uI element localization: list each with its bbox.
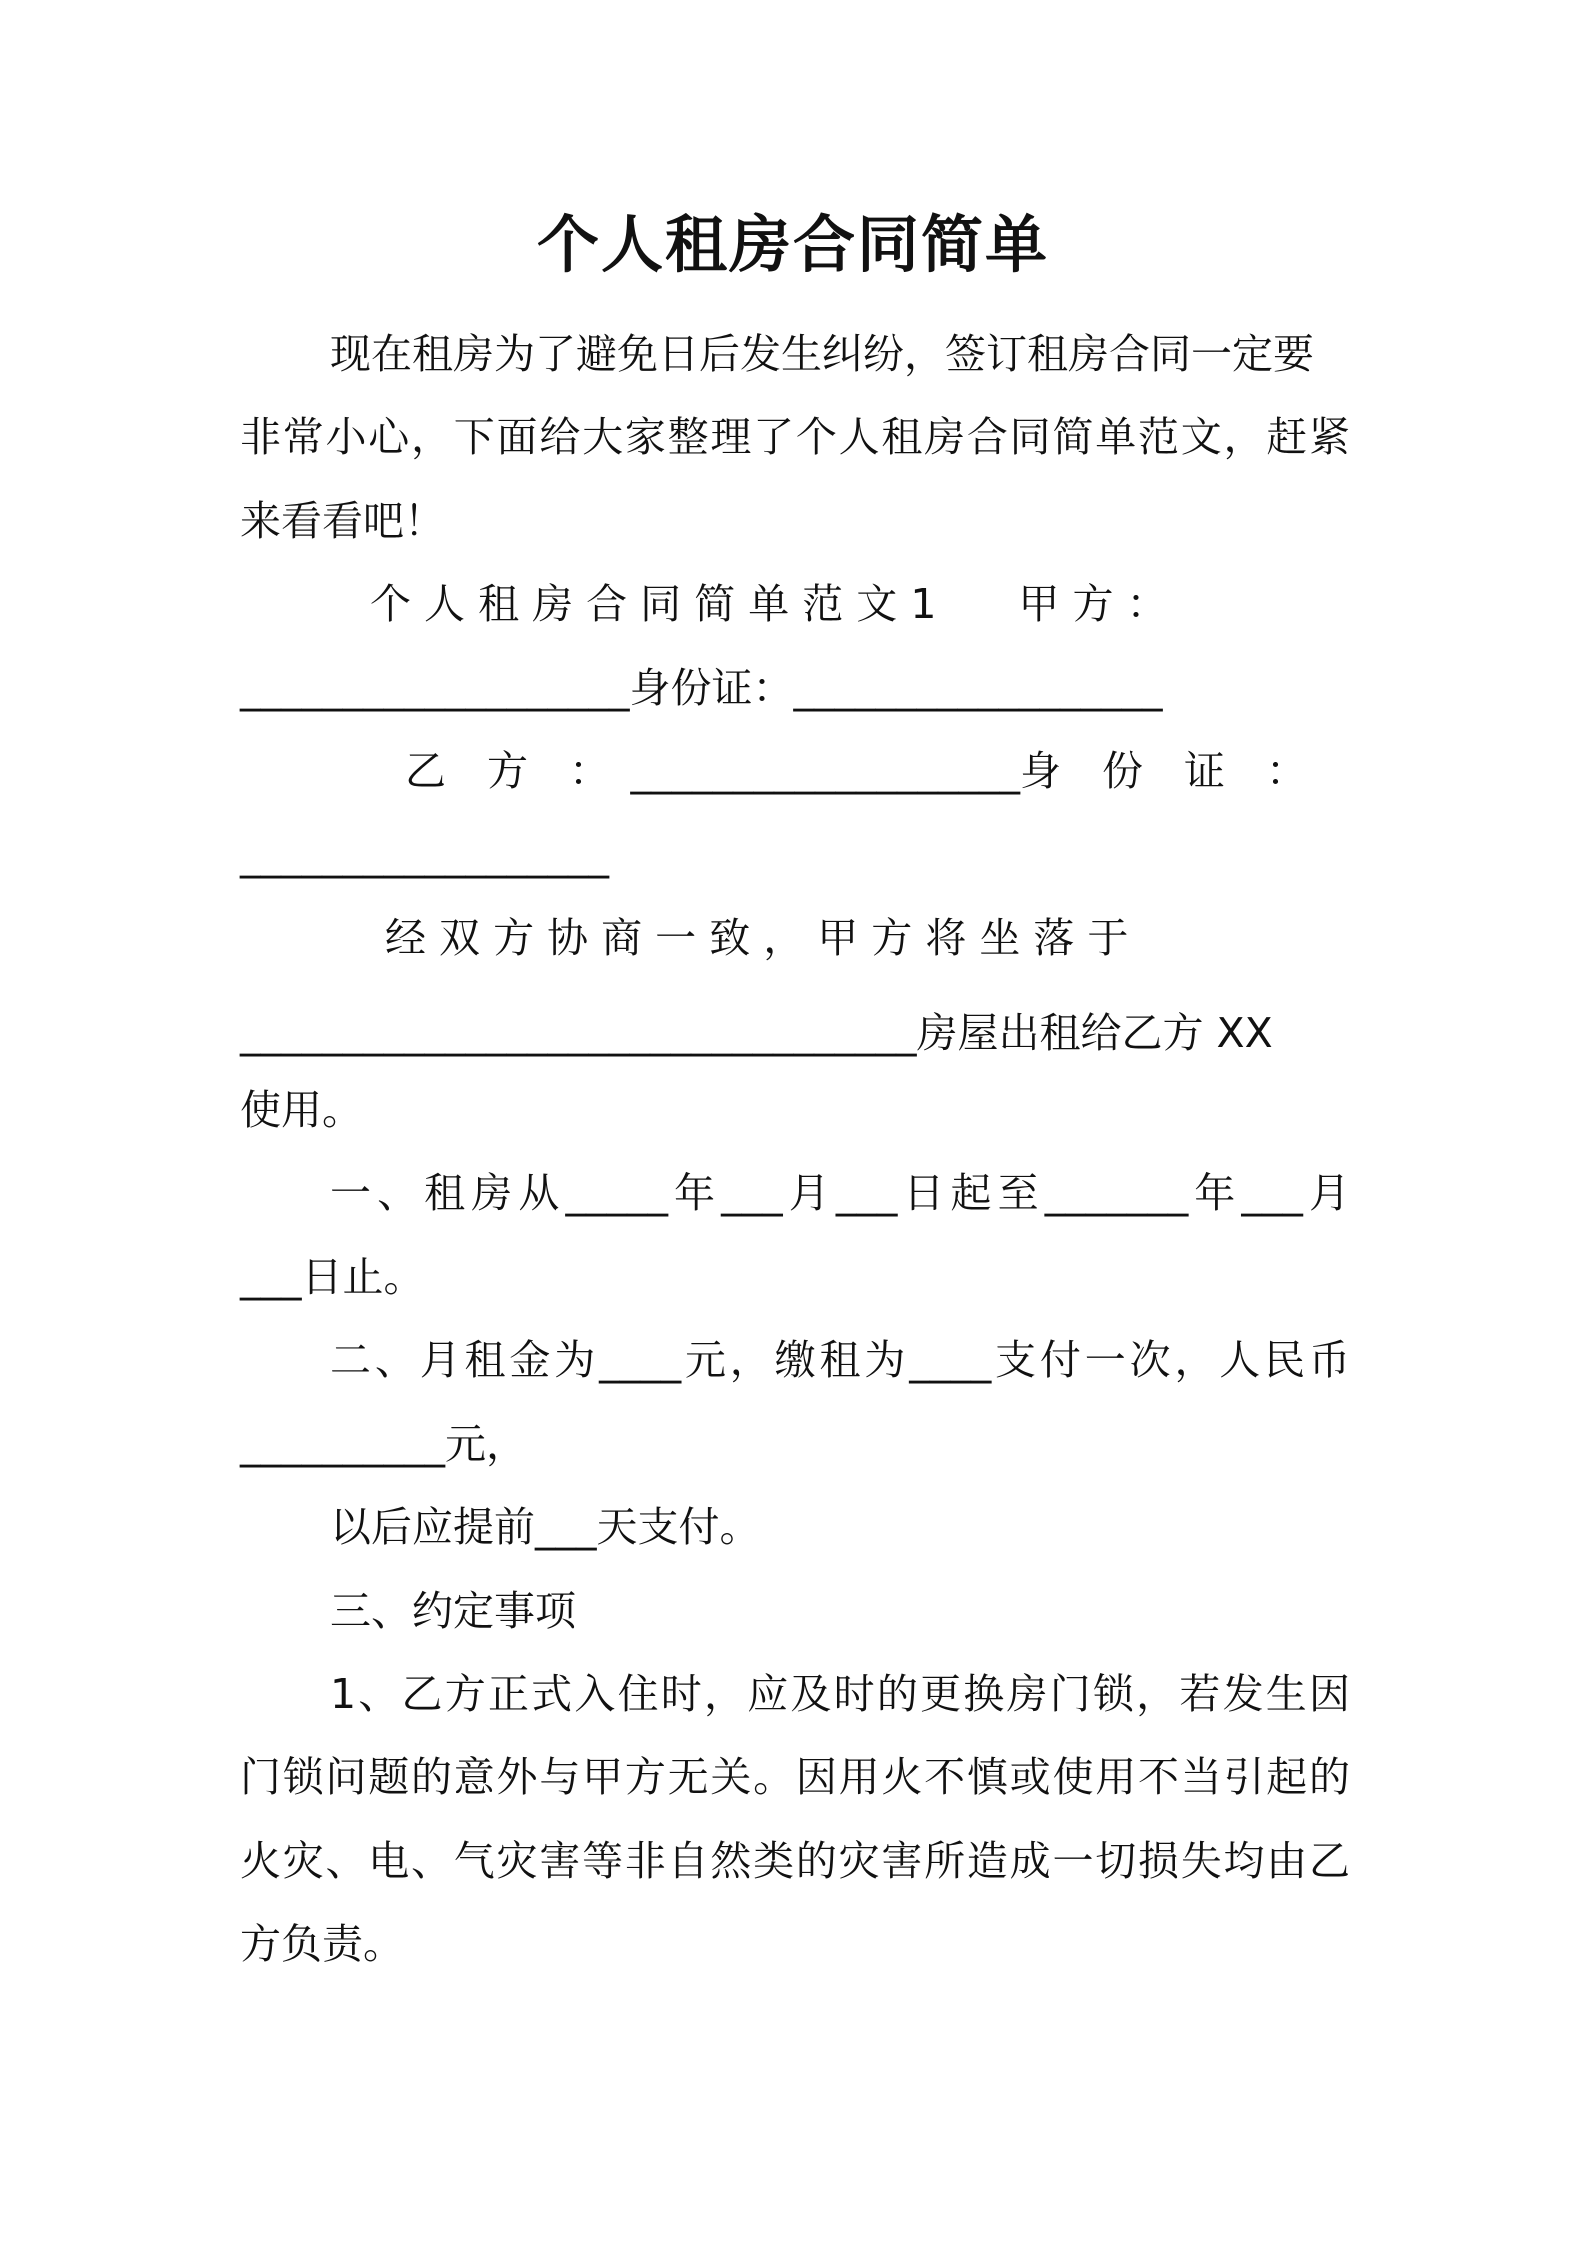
- intro-line-3: 来看看吧！: [240, 497, 445, 545]
- clause-1-line-1: 1、乙方正式入住时，应及时的更换房门锁，若发生因: [330, 1670, 1350, 1718]
- party-b-id-blank: __________________: [240, 831, 609, 879]
- document-title: 个人租房合同简单: [536, 208, 1049, 281]
- clause-1-line-4: 方负责。: [240, 1920, 404, 1968]
- agreement-line-2: _________________________________房屋出租给乙方 XX: [240, 1009, 1273, 1057]
- term-line-2: ___日止。: [240, 1253, 425, 1301]
- party-a-id-line: ___________________身份证：__________________: [240, 664, 1163, 712]
- intro-line-1: 现在租房为了避免日后发生纠纷，签订租房合同一定要: [330, 330, 1314, 378]
- rent-line-2: __________元，: [240, 1420, 527, 1468]
- agreement-line-3: 使用。: [240, 1086, 363, 1134]
- agreement-line-1: 经 双 方 协 商 一 致 ， 甲 方 将 坐 落 于: [385, 914, 1129, 962]
- intro-line-2: 非常小心，下面给大家整理了个人租房合同简单范文，赶紧: [240, 413, 1350, 461]
- rent-line-1: 二、月租金为____元，缴租为____支付一次，人民币: [330, 1336, 1350, 1384]
- clause-1-line-3: 火灾、电、气灾害等非自然类的灾害所造成一切损失均由乙: [240, 1837, 1350, 1885]
- section-heading-terms: 三、约定事项: [330, 1587, 576, 1635]
- party-b-line: 乙 方 ： ___________________身 份 证 ：: [405, 747, 1307, 795]
- rent-line-3: 以后应提前___天支付。: [330, 1503, 761, 1551]
- sample-heading-party-a: 个 人 租 房 合 同 简 单 范 文 1 甲 方 ：: [370, 580, 1168, 628]
- term-line-1: 一、租房从_____年___月___日起至_______年___月: [330, 1169, 1350, 1217]
- clause-1-line-2: 门锁问题的意外与甲方无关。因用火不慎或使用不当引起的: [240, 1753, 1350, 1801]
